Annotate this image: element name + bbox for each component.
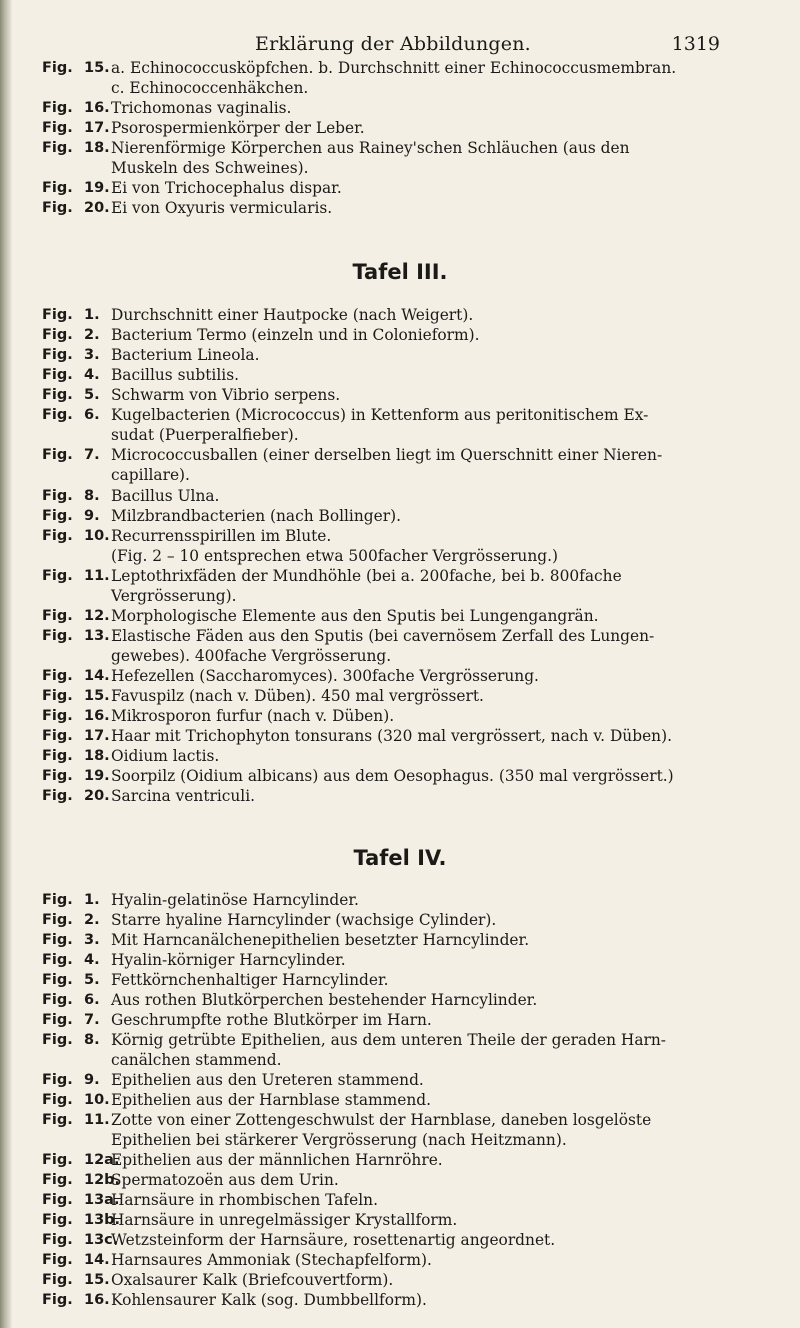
figure-label-prefix: Fig.: [42, 628, 73, 644]
figure-label-prefix: Fig.: [42, 1152, 73, 1168]
figure-description: Trichomonas vaginalis.: [111, 99, 292, 117]
figure-number: 20.: [84, 200, 110, 216]
figure-label-prefix: Fig.: [42, 387, 73, 403]
figure-label: [42, 668, 109, 684]
figure-label-prefix: Fig.: [42, 307, 73, 323]
figure-description: Epithelien aus der männlichen Harnröhre.: [111, 1151, 443, 1169]
figure-label-prefix: Fig.: [42, 1232, 73, 1248]
figure-label-prefix: Fig.: [42, 768, 73, 784]
figure-label: [42, 327, 109, 343]
figure-label-prefix: Fig.: [42, 200, 73, 216]
figure-label: [42, 1192, 120, 1208]
figure-number: 12a.: [84, 1152, 120, 1168]
figure-label: [42, 932, 109, 948]
figure-label: [42, 1272, 109, 1288]
figure-label-prefix: Fig.: [42, 1272, 73, 1288]
figure-number: 19.: [84, 768, 110, 784]
figure-label-prefix: Fig.: [42, 1092, 73, 1108]
figure-description: Starre hyaline Harncylinder (wachsige Cylinder).: [111, 911, 497, 929]
figure-description: Hyalin-körniger Harncylinder.: [111, 951, 346, 969]
figure-label-prefix: Fig.: [42, 1292, 73, 1308]
figure-number: 10.: [84, 1092, 110, 1108]
figure-number: 8.: [84, 488, 100, 504]
figure-label: [42, 140, 109, 156]
figure-label: [42, 347, 109, 363]
figure-label-prefix: Fig.: [42, 992, 73, 1008]
figure-label: [42, 748, 109, 764]
figure-description: Recurrensspirillen im Blute. (Fig. 2 – 10 entsprechen etwa 500facher Vergrösserung.): [111, 527, 559, 565]
figure-description: a. Echinococcusköpfchen. b. Durchschnitt einer Echinococcusmembran. c. Echinococcenhäkchen.: [111, 59, 677, 97]
figure-description: Wetzsteinform der Harnsäure, rosettenartig angeordnet.: [111, 1231, 556, 1249]
figure-label-prefix: Fig.: [42, 608, 73, 624]
figure-label: [42, 568, 109, 584]
figure-description: Soorpilz (Oidium albicans) aus dem Oesophagus. (350 mal vergrössert.): [111, 767, 674, 785]
figure-label-prefix: Fig.: [42, 688, 73, 704]
figure-label: [42, 387, 109, 403]
figure-label: [42, 972, 109, 988]
figure-description: Oxalsaurer Kalk (Briefcouvertform).: [111, 1271, 394, 1289]
figure-label: [42, 628, 109, 644]
figure-number: 3.: [84, 347, 100, 363]
figure-label-prefix: Fig.: [42, 347, 73, 363]
figure-label: [42, 120, 109, 136]
figure-description: Ei von Oxyuris vermicularis.: [111, 199, 333, 217]
figure-label-prefix: Fig.: [42, 912, 73, 928]
figure-label-prefix: Fig.: [42, 407, 73, 423]
figure-description: Milzbrandbacterien (nach Bollinger).: [111, 507, 401, 525]
figure-number: 17.: [84, 728, 110, 744]
figure-label-prefix: Fig.: [42, 1072, 73, 1088]
figure-number: 9.: [84, 1072, 100, 1088]
figure-label-prefix: Fig.: [42, 1252, 73, 1268]
figure-label: [42, 1232, 119, 1248]
figure-label-prefix: Fig.: [42, 568, 73, 584]
figure-label: [42, 1172, 121, 1188]
figure-label: [42, 60, 109, 76]
figure-description: Mit Harncanälchenepithelien besetzter Harncylinder.: [111, 931, 530, 949]
figure-number: 13.: [84, 628, 110, 644]
figure-number: 12b.: [84, 1172, 121, 1188]
running-title: Erklärung der Abbildungen.: [255, 33, 531, 55]
figure-label-prefix: Fig.: [42, 140, 73, 156]
figure-number: 14.: [84, 668, 110, 684]
figure-number: 17.: [84, 120, 110, 136]
figure-number: 1.: [84, 892, 100, 908]
figure-number: 11.: [84, 568, 110, 584]
figure-label-prefix: Fig.: [42, 120, 73, 136]
figure-label: [42, 407, 109, 423]
figure-label: [42, 1112, 109, 1128]
figure-number: 1.: [84, 307, 100, 323]
figure-label-prefix: Fig.: [42, 708, 73, 724]
figure-label: [42, 992, 109, 1008]
figure-label: [42, 528, 109, 544]
figure-label-prefix: Fig.: [42, 1012, 73, 1028]
figure-number: 11.: [84, 1112, 110, 1128]
figure-label: [42, 508, 109, 524]
figure-number: 5.: [84, 387, 100, 403]
figure-number: 13b.: [84, 1212, 121, 1228]
figure-label-prefix: Fig.: [42, 488, 73, 504]
figure-description: Leptothrixfäden der Mundhöhle (bei a. 200fache, bei b. 800fache Vergrösserung).: [111, 567, 622, 605]
figure-label-prefix: Fig.: [42, 1172, 73, 1188]
book-binding-edge: [0, 0, 12, 1328]
figure-label: [42, 307, 109, 323]
figure-description: Zotte von einer Zottengeschwulst der Harnblase, daneben losgelöste Epithelien bei stärkerer Vergrösserung (nach Heitzmann).: [111, 1111, 652, 1149]
figure-description: Harnsaures Ammoniak (Stechapfelform).: [111, 1251, 432, 1269]
figure-number: 6.: [84, 407, 100, 423]
figure-number: 4.: [84, 367, 100, 383]
figure-number: 16.: [84, 100, 110, 116]
figure-number: 10.: [84, 528, 110, 544]
figure-label: [42, 1072, 109, 1088]
figure-number: 12.: [84, 608, 110, 624]
figure-description: Körnig getrübte Epithelien, aus dem unteren Theile der geraden Harn- canälchen stammend.: [111, 1031, 666, 1069]
figure-description: Epithelien aus den Ureteren stammend.: [111, 1071, 424, 1089]
figure-label: [42, 768, 109, 784]
section-title: Tafel IV.: [353, 846, 447, 870]
figure-label: [42, 688, 109, 704]
figure-label-prefix: Fig.: [42, 1032, 73, 1048]
figure-label-prefix: Fig.: [42, 508, 73, 524]
figure-description: Fettkörnchenhaltiger Harncylinder.: [111, 971, 389, 989]
figure-number: 2.: [84, 912, 100, 928]
figure-label-prefix: Fig.: [42, 180, 73, 196]
figure-description: Spermatozoën aus dem Urin.: [111, 1171, 339, 1189]
figure-number: 4.: [84, 952, 100, 968]
figure-description: Aus rothen Blutkörperchen bestehender Harncylinder.: [111, 991, 538, 1009]
figure-description: Sarcina ventriculi.: [111, 787, 256, 805]
figure-description: Kugelbacterien (Micrococcus) in Kettenform aus peritonitischem Ex- sudat (Puerperalfieber).: [111, 406, 649, 444]
figure-number: 13c.: [84, 1232, 119, 1248]
figure-description: Durchschnitt einer Hautpocke (nach Weigert).: [111, 306, 474, 324]
figure-description: Haar mit Trichophyton tonsurans (320 mal vergrössert, nach v. Düben).: [111, 727, 672, 745]
figure-label-prefix: Fig.: [42, 1212, 73, 1228]
figure-description: Bacterium Lineola.: [111, 346, 260, 364]
figure-number: 13a.: [84, 1192, 120, 1208]
figure-label-prefix: Fig.: [42, 1112, 73, 1128]
figure-description: Schwarm von Vibrio serpens.: [111, 386, 341, 404]
figure-description: Psorospermienkörper der Leber.: [111, 119, 365, 137]
figure-description: Elastische Fäden aus den Sputis (bei cavernösem Zerfall des Lungen- gewebes). 400fache Vergrösserung.: [111, 627, 655, 665]
figure-label: [42, 608, 109, 624]
figure-label: [42, 788, 109, 804]
page-header: [60, 33, 720, 61]
figure-label-prefix: Fig.: [42, 972, 73, 988]
figure-number: 20.: [84, 788, 110, 804]
figure-label: [42, 1212, 121, 1228]
figure-label: [42, 367, 109, 383]
figure-description: Epithelien aus der Harnblase stammend.: [111, 1091, 431, 1109]
figure-number: 19.: [84, 180, 110, 196]
figure-label: [42, 1092, 109, 1108]
figure-label: [42, 200, 109, 216]
figure-number: 7.: [84, 1012, 100, 1028]
figure-label: [42, 447, 109, 463]
figure-description: Oidium lactis.: [111, 747, 220, 765]
figure-description: Harnsäure in rhombischen Tafeln.: [111, 1191, 378, 1209]
figure-label: [42, 1152, 120, 1168]
figure-label: [42, 1252, 109, 1268]
figure-label-prefix: Fig.: [42, 447, 73, 463]
figure-label: [42, 892, 109, 908]
figure-description: Bacillus subtilis.: [111, 366, 239, 384]
figure-description: Nierenförmige Körperchen aus Rainey'schen Schläuchen (aus den Muskeln des Schweines).: [111, 139, 630, 177]
section-title: Tafel III.: [352, 260, 448, 284]
figure-label: [42, 912, 109, 928]
figure-number: 18.: [84, 140, 110, 156]
figure-number: 6.: [84, 992, 100, 1008]
figure-label: [42, 488, 109, 504]
figure-label: [42, 1292, 109, 1308]
figure-description: Hyalin-gelatinöse Harncylinder.: [111, 891, 359, 909]
figure-label-prefix: Fig.: [42, 100, 73, 116]
figure-label: [42, 100, 109, 116]
figure-label-prefix: Fig.: [42, 952, 73, 968]
figure-label: [42, 708, 109, 724]
figure-label-prefix: Fig.: [42, 728, 73, 744]
figure-label-prefix: Fig.: [42, 788, 73, 804]
figure-label-prefix: Fig.: [42, 892, 73, 908]
figure-number: 7.: [84, 447, 100, 463]
figure-number: 2.: [84, 327, 100, 343]
figure-description: Harnsäure in unregelmässiger Krystallform.: [111, 1211, 458, 1229]
figure-label-prefix: Fig.: [42, 60, 73, 76]
figure-label: [42, 728, 109, 744]
figure-number: 15.: [84, 688, 110, 704]
figure-number: 15.: [84, 1272, 110, 1288]
figure-number: 8.: [84, 1032, 100, 1048]
figure-description: Mikrosporon furfur (nach v. Düben).: [111, 707, 395, 725]
figure-label-prefix: Fig.: [42, 748, 73, 764]
figure-label-prefix: Fig.: [42, 327, 73, 343]
figure-description: Ei von Trichocephalus dispar.: [111, 179, 342, 197]
figure-label-prefix: Fig.: [42, 932, 73, 948]
figure-number: 16.: [84, 1292, 110, 1308]
figure-description: Kohlensaurer Kalk (sog. Dumbbellform).: [111, 1291, 427, 1309]
figure-description: Micrococcusballen (einer derselben liegt im Querschnitt einer Nieren- capillare).: [111, 446, 663, 484]
figure-label: [42, 1032, 109, 1048]
figure-description: Bacterium Termo (einzeln und in Colonieform).: [111, 326, 480, 344]
figure-label: [42, 1012, 109, 1028]
figure-description: Favuspilz (nach v. Düben). 450 mal vergrössert.: [111, 687, 484, 705]
figure-number: 14.: [84, 1252, 110, 1268]
figure-description: Bacillus Ulna.: [111, 487, 220, 505]
figure-number: 5.: [84, 972, 100, 988]
figure-number: 16.: [84, 708, 110, 724]
figure-description: Geschrumpfte rothe Blutkörper im Harn.: [111, 1011, 432, 1029]
figure-label-prefix: Fig.: [42, 528, 73, 544]
figure-description: Hefezellen (Saccharomyces). 300fache Vergrösserung.: [111, 667, 539, 685]
page-number: 1319: [671, 33, 720, 55]
figure-number: 15.: [84, 60, 110, 76]
figure-number: 3.: [84, 932, 100, 948]
figure-label-prefix: Fig.: [42, 668, 73, 684]
figure-label-prefix: Fig.: [42, 1192, 73, 1208]
figure-description: Morphologische Elemente aus den Sputis bei Lungengangrän.: [111, 607, 599, 625]
figure-number: 18.: [84, 748, 110, 764]
figure-label: [42, 952, 109, 968]
figure-label: [42, 180, 109, 196]
figure-label-prefix: Fig.: [42, 367, 73, 383]
figure-number: 9.: [84, 508, 100, 524]
